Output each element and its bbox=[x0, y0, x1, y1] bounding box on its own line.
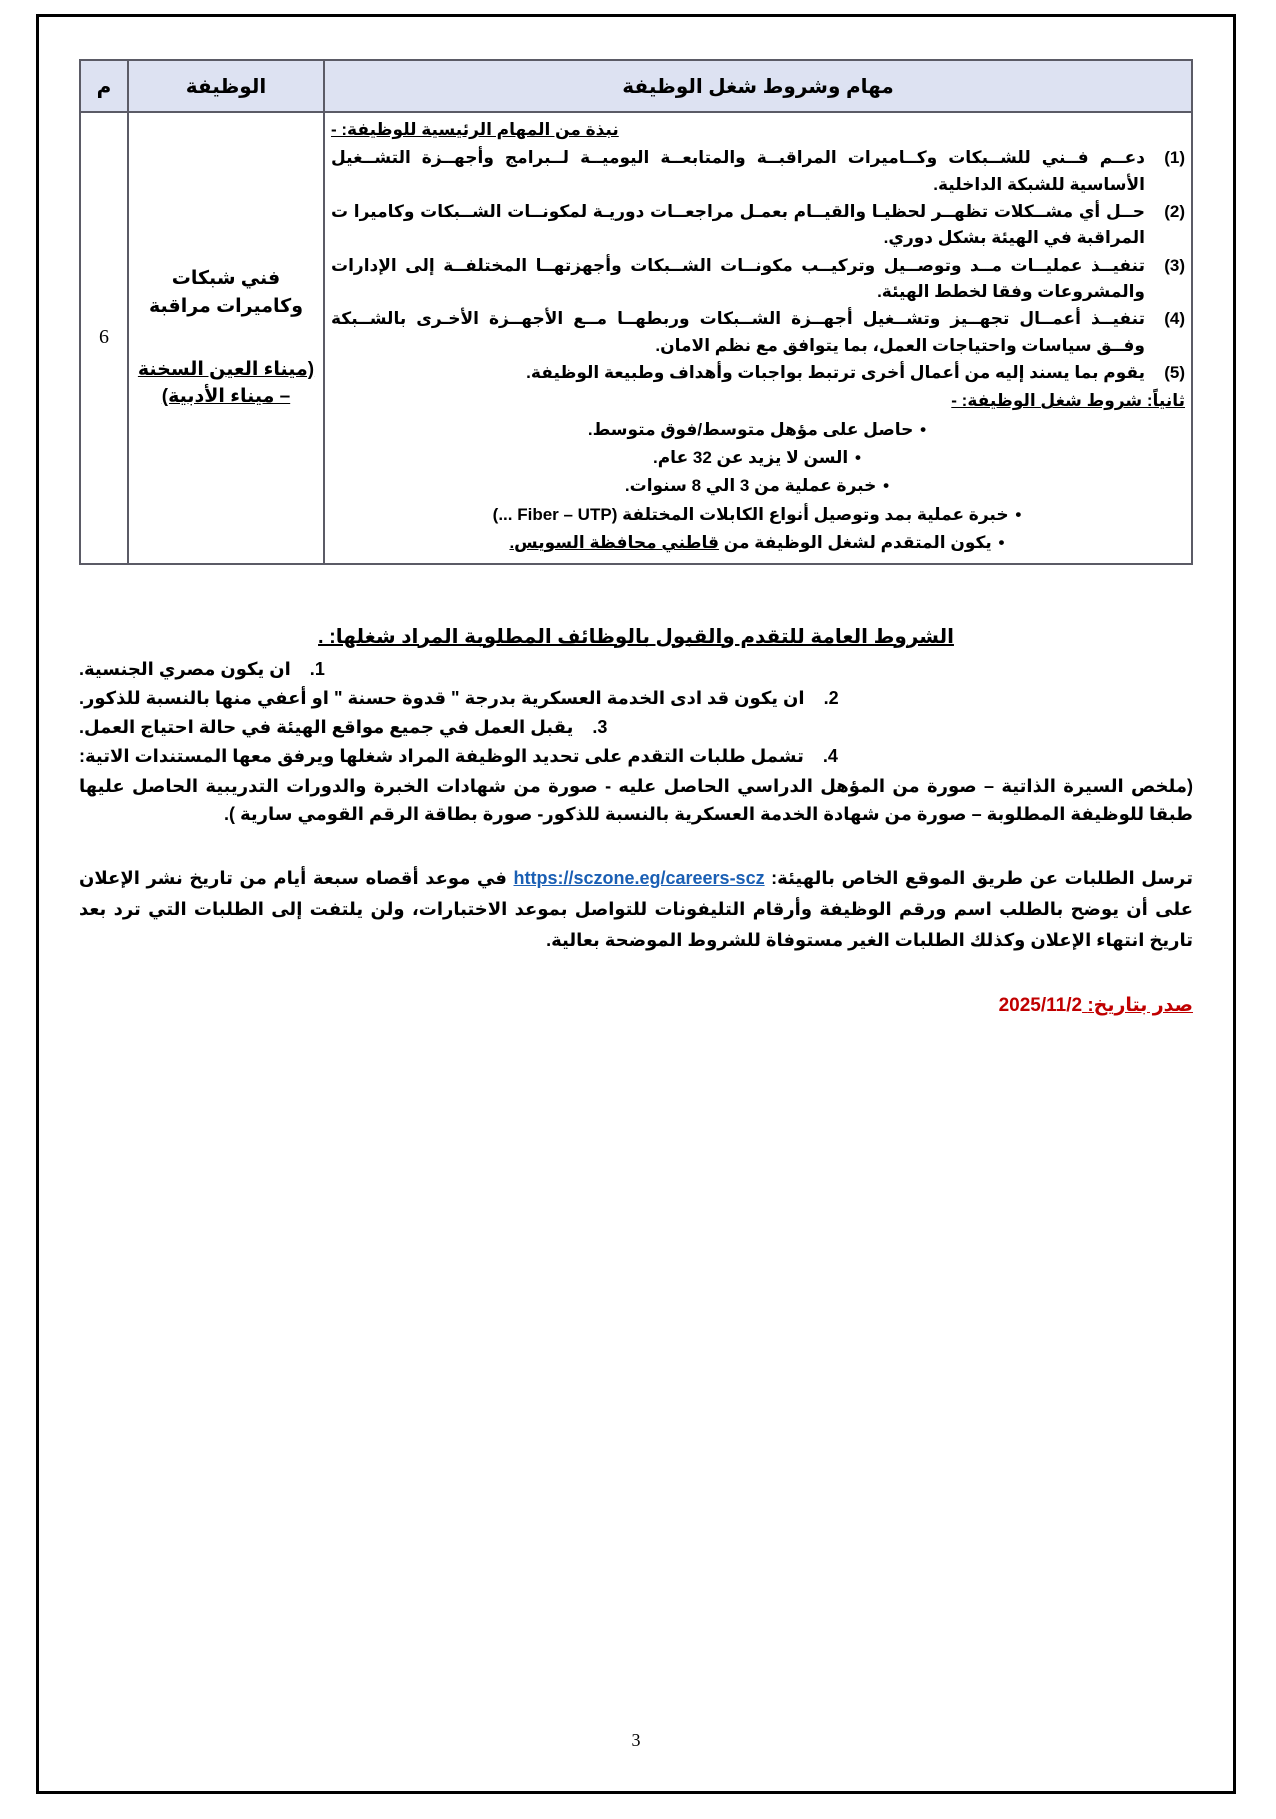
application-instructions bbox=[79, 863, 1193, 956]
task-item bbox=[331, 253, 1185, 306]
document-page bbox=[36, 14, 1236, 1794]
conditions-list bbox=[331, 417, 1185, 557]
bullet-icon: • bbox=[998, 533, 1005, 553]
task-text: تنفيــذ عمليــات مــد وتوصــيل وتركيــب مكونــات الشــبكات وأجهزتهــا المختلفــة إلى الإدارات والمشروعات وفقا لخطط الهيئة. bbox=[331, 255, 1145, 302]
task-item bbox=[331, 360, 1185, 386]
general-conditions-list bbox=[79, 655, 1193, 772]
general-condition-text: يقبل العمل في جميع مواقع الهيئة في حالة احتياج العمل. bbox=[79, 717, 574, 738]
condition-residency-underlined: قاطني محافظة السويس. bbox=[509, 533, 720, 553]
bullet-icon: • bbox=[1015, 504, 1022, 524]
condition-item bbox=[331, 502, 1185, 528]
task-number: (4) bbox=[1164, 309, 1185, 329]
column-header-index: م bbox=[80, 60, 128, 112]
task-text: تنفيــذ أعمــال تجهــيز وتشــغيل أجهــزة الشــبكات وربطهــا مــع الأجهــزة الأخـرى بالشــبكة وفــق سياسات واحتياجات العمل، بما يتوافق مع نظم الامان. bbox=[331, 309, 1145, 355]
bullet-icon: • bbox=[855, 448, 861, 468]
general-condition-item bbox=[79, 684, 1193, 713]
bullet-icon: • bbox=[920, 419, 927, 439]
required-documents-paragraph: (ملخص السيرة الذاتية – صورة من المؤهل الدراسي الحاصل عليه - صورة من شهادات الخبرة والدورات التدريبية الحاصل عليها طبقا للوظيفة المطلوبة – صورة من شهادة الخدمة العسكرية بالنسبة للذكور- صورة بطاقة الرقم القومي سارية ). bbox=[79, 775, 1193, 825]
general-condition-text: ان يكون مصري الجنسية. bbox=[79, 658, 291, 679]
issue-date bbox=[79, 994, 1193, 1017]
general-condition-item bbox=[79, 713, 1193, 742]
tasks-title: نبذة من المهام الرئيسية للوظيفة: - bbox=[331, 120, 619, 139]
job-ports: (ميناء العين السخنة – ميناء الأدبية) bbox=[137, 358, 315, 408]
condition-item bbox=[331, 473, 1185, 499]
page-content bbox=[39, 17, 1233, 1791]
general-condition-number: 1. bbox=[309, 658, 325, 679]
task-item bbox=[331, 145, 1185, 198]
apply-lead-text: ترسل الطلبات عن طريق الموقع الخاص بالهيئة: bbox=[771, 868, 1193, 889]
task-text: يقوم بما يسند إليه من أعمال أخرى ترتبط بواجبات وأهداف وطبيعة الوظيفة. bbox=[526, 363, 1145, 383]
apply-tail-text: في موعد أقصاه سبعة أيام من تاريخ نشر الإعلان على أن يوضح بالطلب اسم ورقم الوظيفة وأرقام التليفونات للتواصل بموعد الاختبارات، ولن يلتفت إلى الطلبات التي ترد بعد تاريخ انتهاء الإعلان وكذلك الطلبات الغير مستوفاة للشروط الموضحة بعالية. bbox=[79, 868, 1193, 951]
tasks-list bbox=[331, 145, 1185, 386]
task-number: (2) bbox=[1164, 202, 1185, 222]
general-condition-text: ان يكون قد ادى الخدمة العسكرية بدرجة " قدوة حسنة " او أعفي منها بالنسبة للذكور. bbox=[79, 688, 805, 709]
condition-text: السن لا يزيد عن 32 عام. bbox=[653, 448, 849, 468]
issue-date-value: 2025/11/2 bbox=[998, 994, 1083, 1016]
page-number: 3 bbox=[631, 1730, 641, 1750]
issue-date-label: صدر بتاريخ: bbox=[1087, 994, 1193, 1016]
task-number: (3) bbox=[1164, 255, 1185, 275]
condition-text: خبرة عملية من 3 الي 8 سنوات. bbox=[624, 476, 877, 496]
bullet-icon: • bbox=[883, 476, 890, 496]
task-text: دعــم فــني للشــبكات وكــاميرات المراقبــة والمتابعــة اليوميــة لــبرامج وأجهــزة التشــغيل الأساسية للشبكة الداخلية. bbox=[331, 148, 1145, 194]
condition-item bbox=[331, 445, 1185, 471]
jobs-table bbox=[79, 59, 1193, 565]
task-item bbox=[331, 199, 1185, 252]
table-row bbox=[80, 112, 1192, 564]
condition-item bbox=[331, 417, 1185, 443]
task-item bbox=[331, 306, 1185, 359]
general-condition-item bbox=[79, 655, 1193, 684]
task-number: (5) bbox=[1164, 363, 1185, 383]
careers-portal-link[interactable]: https://sczone.eg/careers-scz bbox=[513, 868, 765, 889]
condition-text: حاصل على مؤهل متوسط/فوق متوسط. bbox=[587, 419, 914, 439]
index-cell: 6 bbox=[80, 112, 128, 564]
task-text: حــل أي مشــكلات تظهــر لحظيـا والقيــام بعمـل مراجعــات دوريـة لمكونــات الشــبكات وكاميرا ت المراقبة في الهيئة بشكل دوري. bbox=[331, 202, 1145, 248]
general-condition-item bbox=[79, 742, 1193, 771]
condition-residency-prefix: يكون المتقدم لشغل الوظيفة من bbox=[719, 533, 992, 553]
general-condition-number: 3. bbox=[592, 717, 608, 738]
condition-text: خبرة عملية بمد وتوصيل أنواع الكابلات المختلفة (Fiber – UTP ...) bbox=[492, 504, 1009, 524]
general-conditions-title: الشروط العامة للتقدم والقبول بالوظائف المطلوبة المراد شغلها: . bbox=[318, 625, 954, 648]
task-number: (1) bbox=[1164, 148, 1185, 168]
general-condition-number: 4. bbox=[822, 746, 838, 767]
tasks-cell bbox=[324, 112, 1192, 564]
general-conditions-section bbox=[79, 621, 1193, 830]
job-cell bbox=[128, 112, 324, 564]
general-condition-number: 2. bbox=[823, 688, 839, 709]
job-title: فني شبكات وكاميرات مراقبة bbox=[148, 267, 304, 318]
general-condition-text: تشمل طلبات التقدم على تحديد الوظيفة المراد شغلها ويرفق معها المستندات الاتية: bbox=[79, 746, 804, 767]
conditions-title: ثانياً: شروط شغل الوظيفة: - bbox=[951, 391, 1185, 411]
table-header-row bbox=[80, 60, 1192, 112]
column-header-job: الوظيفة bbox=[128, 60, 324, 112]
column-header-tasks: مهام وشروط شغل الوظيفة bbox=[324, 60, 1192, 112]
condition-item-residency bbox=[331, 530, 1185, 556]
